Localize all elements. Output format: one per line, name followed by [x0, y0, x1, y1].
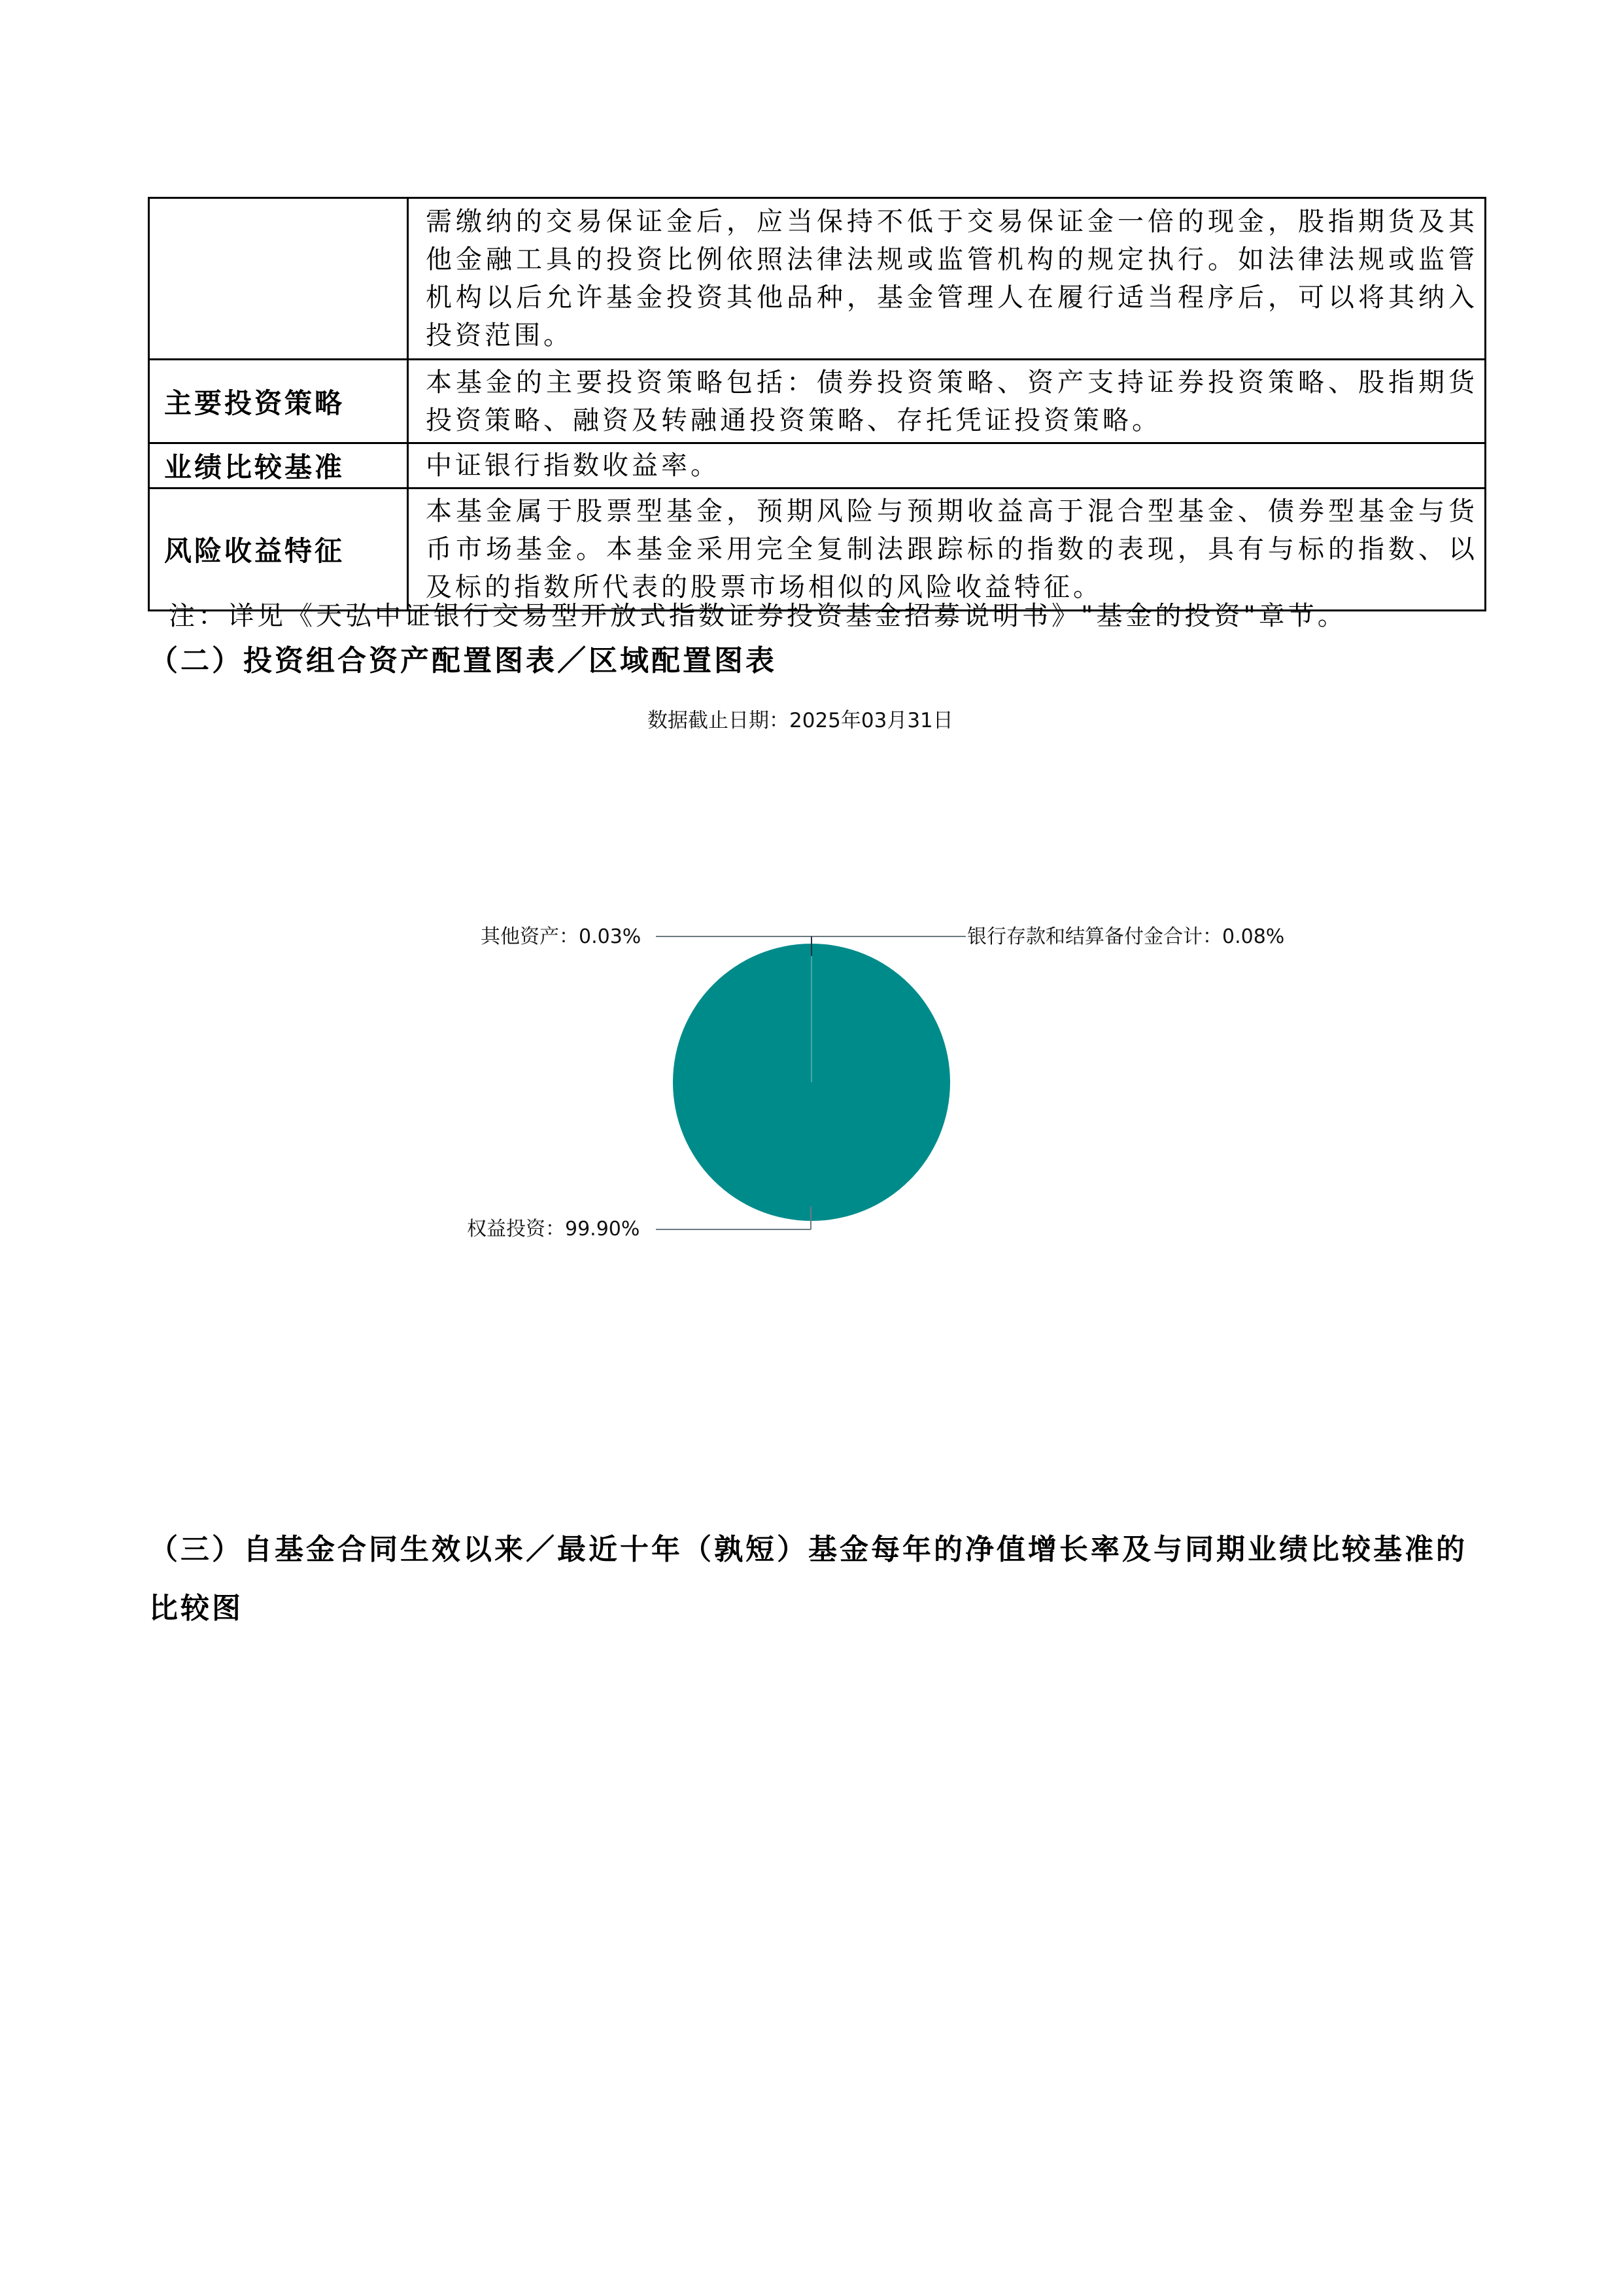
section-heading-nav-growth-comparison: （三）自基金合同生效以来／最近十年（孰短）基金每年的净值增长率及与同期业绩比较基准的比较图	[149, 1533, 1467, 1625]
pie-label-bank-deposits: 银行存款和结算备付金合计：0.08%	[967, 925, 1285, 948]
row-content: 需缴纳的交易保证金后，应当保持不低于交易保证金一倍的现金，股指期货及其他金融工具的投资比例依照法律法规或监管机构的规定执行。如法律法规或监管机构以后允许基金投资其他品种，基金管理人在履行适当程序后，可以将其纳入投资范围。	[408, 198, 1486, 360]
row-content-benchmark: 中证银行指数收益率。	[408, 443, 1486, 488]
row-label-main-strategy: 主要投资策略	[149, 360, 408, 443]
table-note: 注：详见《天弘中证银行交易型开放式指数证券投资基金招募说明书》"基金的投资"章节。	[169, 601, 1347, 631]
section-heading-asset-allocation: （二）投资组合资产配置图表／区域配置图表	[149, 644, 777, 677]
chart-title-date: 数据截止日期：2025年03月31日	[647, 709, 953, 732]
row-content-main-strategy: 本基金的主要投资策略包括：债券投资策略、资产支持证券投资策略、股指期货投资策略、融资及转融通投资策略、存托凭证投资策略。	[408, 360, 1486, 443]
pie-label-other-assets: 其他资产：0.03%	[481, 925, 641, 948]
pie-label-equity: 权益投资：99.90%	[467, 1218, 640, 1241]
row-content-risk-return: 本基金属于股票型基金，预期风险与预期收益高于混合型基金、债券型基金与货币市场基金。本基金采用完全复制法跟踪标的指数的表现，具有与标的指数、以及标的指数所代表的股票市场相似的风险收益特征。	[408, 488, 1486, 611]
row-label-benchmark: 业绩比较基准	[149, 443, 408, 488]
row-label-risk-return: 风险收益特征	[149, 488, 408, 611]
